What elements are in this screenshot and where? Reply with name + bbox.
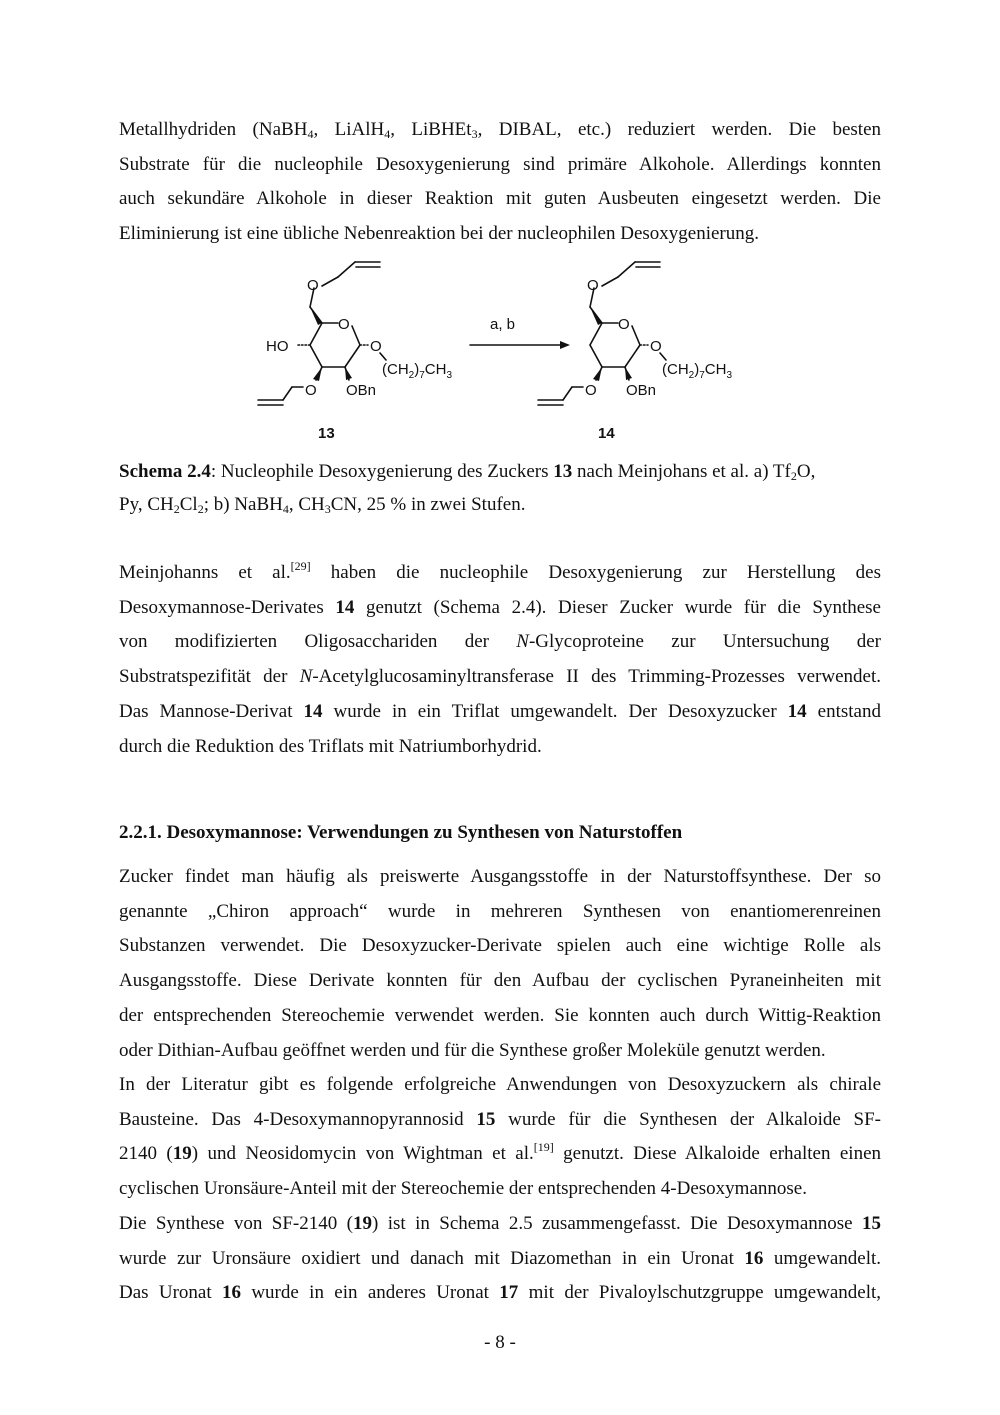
text-line: Metallhydriden (NaBH$_4$, LiAlH$_4$, LiBHEt$_3$, DIBAL, etc.) reduziert werden. Die besten	[119, 119, 882, 141]
text-line: auch sekundäre Alkohole in dieser Reaktion mit guten Ausbeuten eingesetzt werden. Die	[119, 188, 881, 210]
atom-label: O	[370, 338, 382, 355]
text-line: Substanzen verwendet. Die Desoxyzucker-Derivate spielen auch eine wichtige Rolle als	[119, 935, 881, 957]
substituent-label: OBn	[626, 382, 657, 399]
atom-label: O	[587, 277, 599, 294]
paragraph-chiron	[119, 860, 881, 1068]
text-line: Die Synthese von SF-2140 (19) ist in Schema 2.5 zusammengefasst. Die Desoxymannose 15	[119, 1213, 882, 1234]
atom-label: O	[585, 382, 597, 399]
text-line: Das Mannose-Derivat 14 wurde in ein Triflat umgewandelt. Der Desoxyzucker 14 entstand	[119, 700, 881, 722]
text-line: Desoxymannose-Derivates 14 genutzt (Schema 2.4). Dieser Zucker wurde für die Synthese	[119, 596, 881, 618]
compound-number: 13	[318, 425, 335, 442]
text-line: Das Uronat 16 wurde in ein anderes Uronat 17 mit der Pivaloylschutzgruppe umgewandelt,	[119, 1282, 881, 1304]
section-heading: 2.2.1. Desoxymannose: Verwendungen zu Synthesen von Naturstoffen	[119, 822, 683, 843]
text-line: Substratspezifität der N-Acetylglucosaminyltransferase II des Trimming-Prozesses verwendet.	[119, 666, 881, 688]
atom-label: O	[305, 382, 317, 399]
atom-label: O	[338, 316, 350, 333]
text-line: cyclischen Uronsäure-Anteil mit der Stereochemie der entsprechenden 4-Desoxymannose.	[119, 1178, 807, 1200]
page-number: - 8 -	[484, 1332, 516, 1353]
paragraph-meinjohanns	[119, 556, 881, 764]
atom-label: O	[618, 316, 630, 333]
arrow-label: a, b	[490, 316, 516, 333]
text-line: durch die Reduktion des Triflats mit Natriumborhydrid.	[119, 735, 542, 757]
text-line: genannte „Chiron approach“ wurde in mehreren Synthesen von enantiomerenreinen	[119, 900, 881, 922]
atom-label: O	[307, 277, 319, 294]
atom-label: O	[650, 338, 662, 355]
caption-line: Py, $CH_2Cl_2$; b) NaBH$_4$, $CH_3CN$, 25 % in zwei Stufen.	[119, 494, 526, 516]
reaction-scheme	[0, 250, 1000, 450]
text-line: Zucker findet man häufig als preiswerte Ausgangsstoffe in der Naturstoffsynthese. Der so	[119, 866, 881, 887]
substituent-label: $(CH_2)_7CH_3$	[382, 361, 453, 381]
text-line: Ausgangsstoffe. Diese Derivate konnten für den Aufbau der cyclischen Pyraneinheiten mit	[119, 970, 881, 992]
text-line: Meinjohanns et al.[29] haben die nucleophile Desoxygenierung zur Herstellung des	[119, 559, 881, 583]
substituent-label: $(CH_2)_7CH_3$	[662, 361, 733, 381]
text-line: In der Literatur gibt es folgende erfolgreiche Anwendungen von Desoxyzuckern als chirale	[119, 1074, 881, 1095]
scheme-caption	[119, 455, 881, 521]
substituent-label: OBn	[346, 382, 377, 399]
text-line: Substrate für die nucleophile Desoxygenierung sind primäre Alkohole. Allerdings konnten	[119, 153, 881, 175]
compound-number: 14	[598, 425, 615, 442]
atom-label: HO	[266, 338, 289, 355]
paragraph-intro	[119, 113, 881, 252]
text-line: 2140 (19) und Neosidomycin von Wightman et al.[19] genutzt. Diese Alkaloide erhalten einen	[119, 1140, 882, 1165]
paragraph-synthesis	[119, 1207, 881, 1311]
paragraph-literature	[119, 1068, 881, 1207]
text-line: Eliminierung ist eine übliche Nebenreaktion bei der nucleophilen Desoxygenierung.	[119, 223, 759, 245]
text-line: der entsprechenden Stereochemie verwendet werden. Sie konnten auch durch Wittig-Reaktion	[119, 1004, 881, 1026]
text-line: wurde zur Uronsäure oxidiert und danach mit Diazomethan in ein Uronat 16 umgewandelt.	[119, 1247, 882, 1269]
text-line: oder Dithian-Aufbau geöffnet werden und für die Synthese großer Moleküle genutzt werden.	[119, 1039, 826, 1061]
text-line: von modifizierten Oligosacchariden der N-Glycoproteine zur Untersuchung der	[119, 631, 881, 653]
text-line: Bausteine. Das 4-Desoxymannopyrannosid 15 wurde für die Synthesen der Alkaloide SF-	[119, 1108, 881, 1130]
caption-line: Schema 2.4: Nucleophile Desoxygenierung des Zuckers 13 nach Meinjohans et al. a) $Tf_2O$,	[119, 461, 816, 483]
